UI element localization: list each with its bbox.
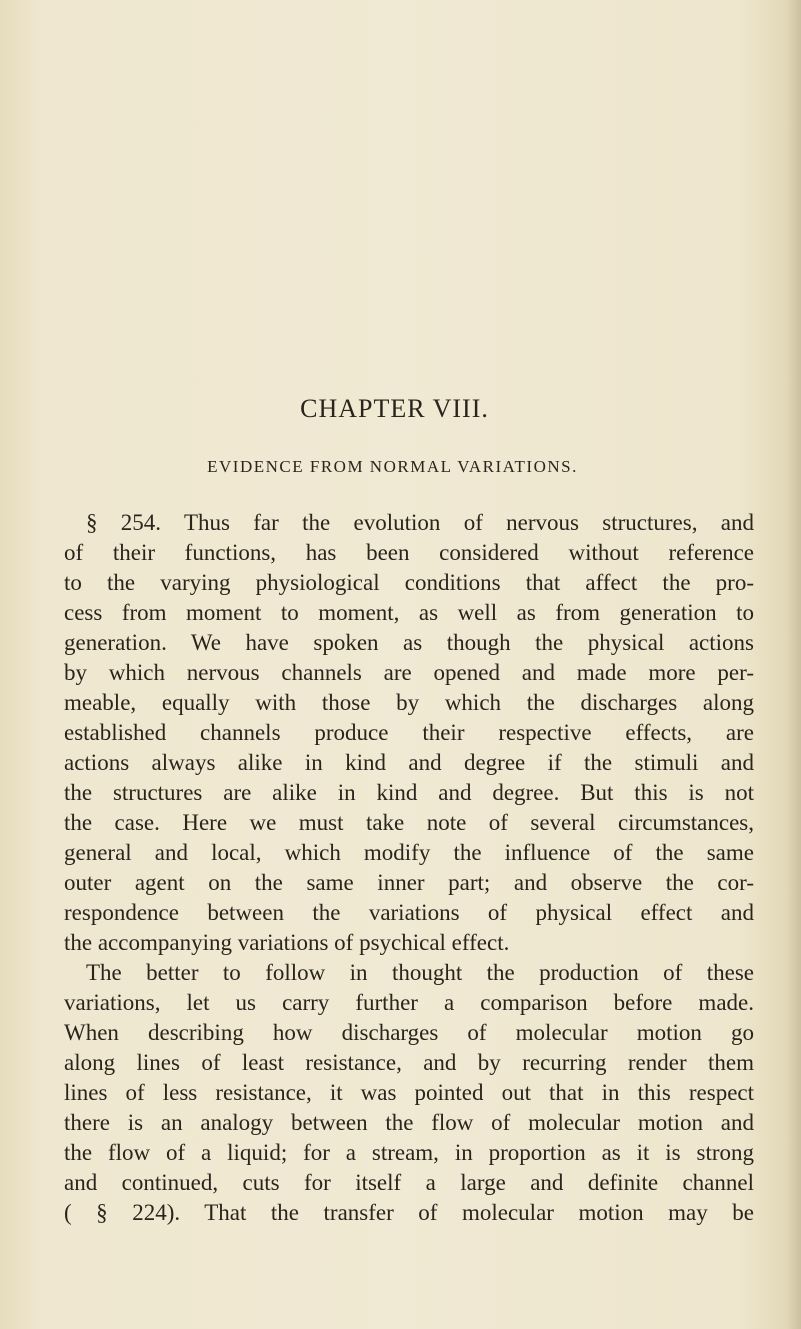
body-line: the structures are alike in kind and degree. But this is not (64, 780, 754, 805)
body-line: actions always alike in kind and degree if the stimuli and (64, 750, 754, 775)
body-line: general and local, which modify the influence of the same (64, 840, 754, 865)
body-line: the accompanying variations of psychical effect. (64, 930, 510, 955)
body-line: When describing how discharges of molecular motion go (64, 1020, 754, 1045)
body-line: ( § 224). That the transfer of molecular motion may be (64, 1200, 754, 1225)
body-line: the case. Here we must take note of several circumstances, (64, 810, 754, 835)
body-line: established channels produce their respective effects, are (64, 720, 754, 745)
body-line: respondence between the variations of physical effect and (64, 900, 754, 925)
body-line: lines of less resistance, it was pointed out that in this respect (64, 1080, 754, 1105)
body-line: cess from moment to moment, as well as from generation to (64, 600, 754, 625)
body-line: meable, equally with those by which the discharges along (64, 690, 754, 715)
body-line: of their functions, has been considered without reference (64, 540, 754, 565)
page-edge-shadow (787, 0, 801, 1329)
body-line: along lines of least resistance, and by recurring render them (64, 1050, 754, 1075)
body-line: to the varying physiological conditions that affect the pro- (64, 570, 754, 595)
body-line: outer agent on the same inner part; and observe the cor- (64, 870, 754, 895)
section-heading: EVIDENCE FROM NORMAL VARIATIONS. (207, 457, 578, 476)
body-line: and continued, cuts for itself a large and definite channel (64, 1170, 754, 1195)
body-line: § 254. Thus far the evolution of nervous structures, and (86, 510, 754, 535)
body-line: The better to follow in thought the production of these (86, 960, 754, 985)
chapter-title: CHAPTER VIII. (300, 394, 489, 423)
body-line: generation. We have spoken as though the physical actions (64, 630, 754, 655)
body-line: the flow of a liquid; for a stream, in proportion as it is strong (64, 1140, 754, 1165)
body-line: there is an analogy between the flow of molecular motion and (64, 1110, 754, 1135)
body-line: by which nervous channels are opened and made more per- (64, 660, 754, 685)
body-line: variations, let us carry further a comparison before made. (64, 990, 754, 1015)
